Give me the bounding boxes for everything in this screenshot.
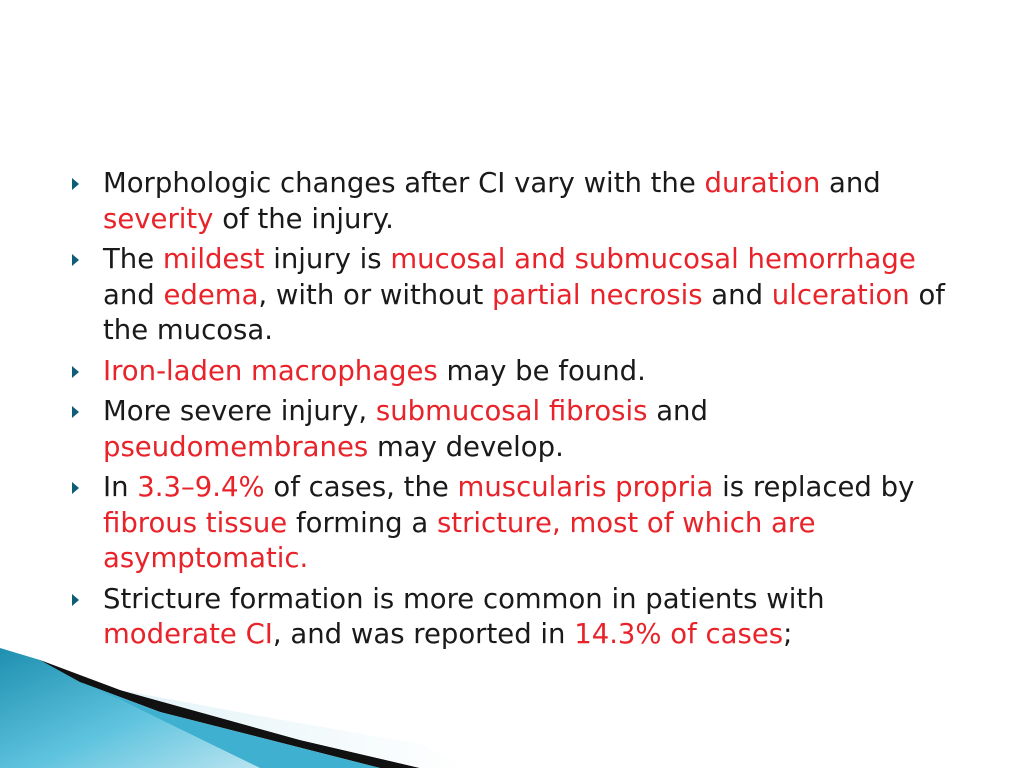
body-text: of cases, the xyxy=(264,471,458,503)
body-text: injury is xyxy=(264,243,391,275)
highlighted-text: Iron-laden macrophages xyxy=(103,354,438,387)
highlighted-text: duration xyxy=(704,167,821,199)
body-text: of the mucosa. xyxy=(103,278,945,346)
highlighted-text: stricture, most of which are asymptomatic. xyxy=(103,506,816,574)
highlighted-text: fibrous tissue xyxy=(103,506,288,539)
highlighted-text: edema xyxy=(163,278,259,311)
body-text: In xyxy=(103,471,138,503)
body-text: and xyxy=(820,167,881,199)
body-text: may be found. xyxy=(437,354,646,387)
body-text: Morphologic changes after CI vary with the xyxy=(103,167,705,199)
highlighted-text: 3.3–9.4% xyxy=(137,471,265,503)
highlighted-text: mucosal and submucosal hemorrhage xyxy=(390,243,916,275)
highlighted-text: severity xyxy=(103,202,214,235)
swoosh-teal xyxy=(0,648,260,768)
body-text: Stricture formation is more common in patients with xyxy=(103,582,825,615)
body-text: and xyxy=(647,395,708,427)
body-text: and xyxy=(702,278,772,311)
highlighted-text: partial necrosis xyxy=(491,278,703,311)
body-text: forming a xyxy=(287,506,437,539)
body-text: of the injury. xyxy=(213,202,394,235)
body-text: is replaced by xyxy=(713,471,915,503)
highlighted-text: muscularis propria xyxy=(457,471,714,503)
body-text: and xyxy=(103,278,164,311)
body-text: may develop. xyxy=(368,430,564,463)
body-text: The xyxy=(103,243,163,275)
highlighted-text: mildest xyxy=(162,243,265,275)
highlighted-text: ulceration xyxy=(771,278,910,311)
body-text: , and was reported in xyxy=(272,618,575,650)
body-text: , with or without xyxy=(258,278,492,311)
highlighted-text: pseudomembranes xyxy=(103,430,369,463)
body-text: ; xyxy=(783,618,793,650)
highlighted-text: moderate CI xyxy=(103,618,273,650)
body-text: More severe injury, xyxy=(103,395,376,427)
highlighted-text: submucosal fibrosis xyxy=(375,395,648,427)
highlighted-text: 14.3% of cases xyxy=(574,618,784,650)
